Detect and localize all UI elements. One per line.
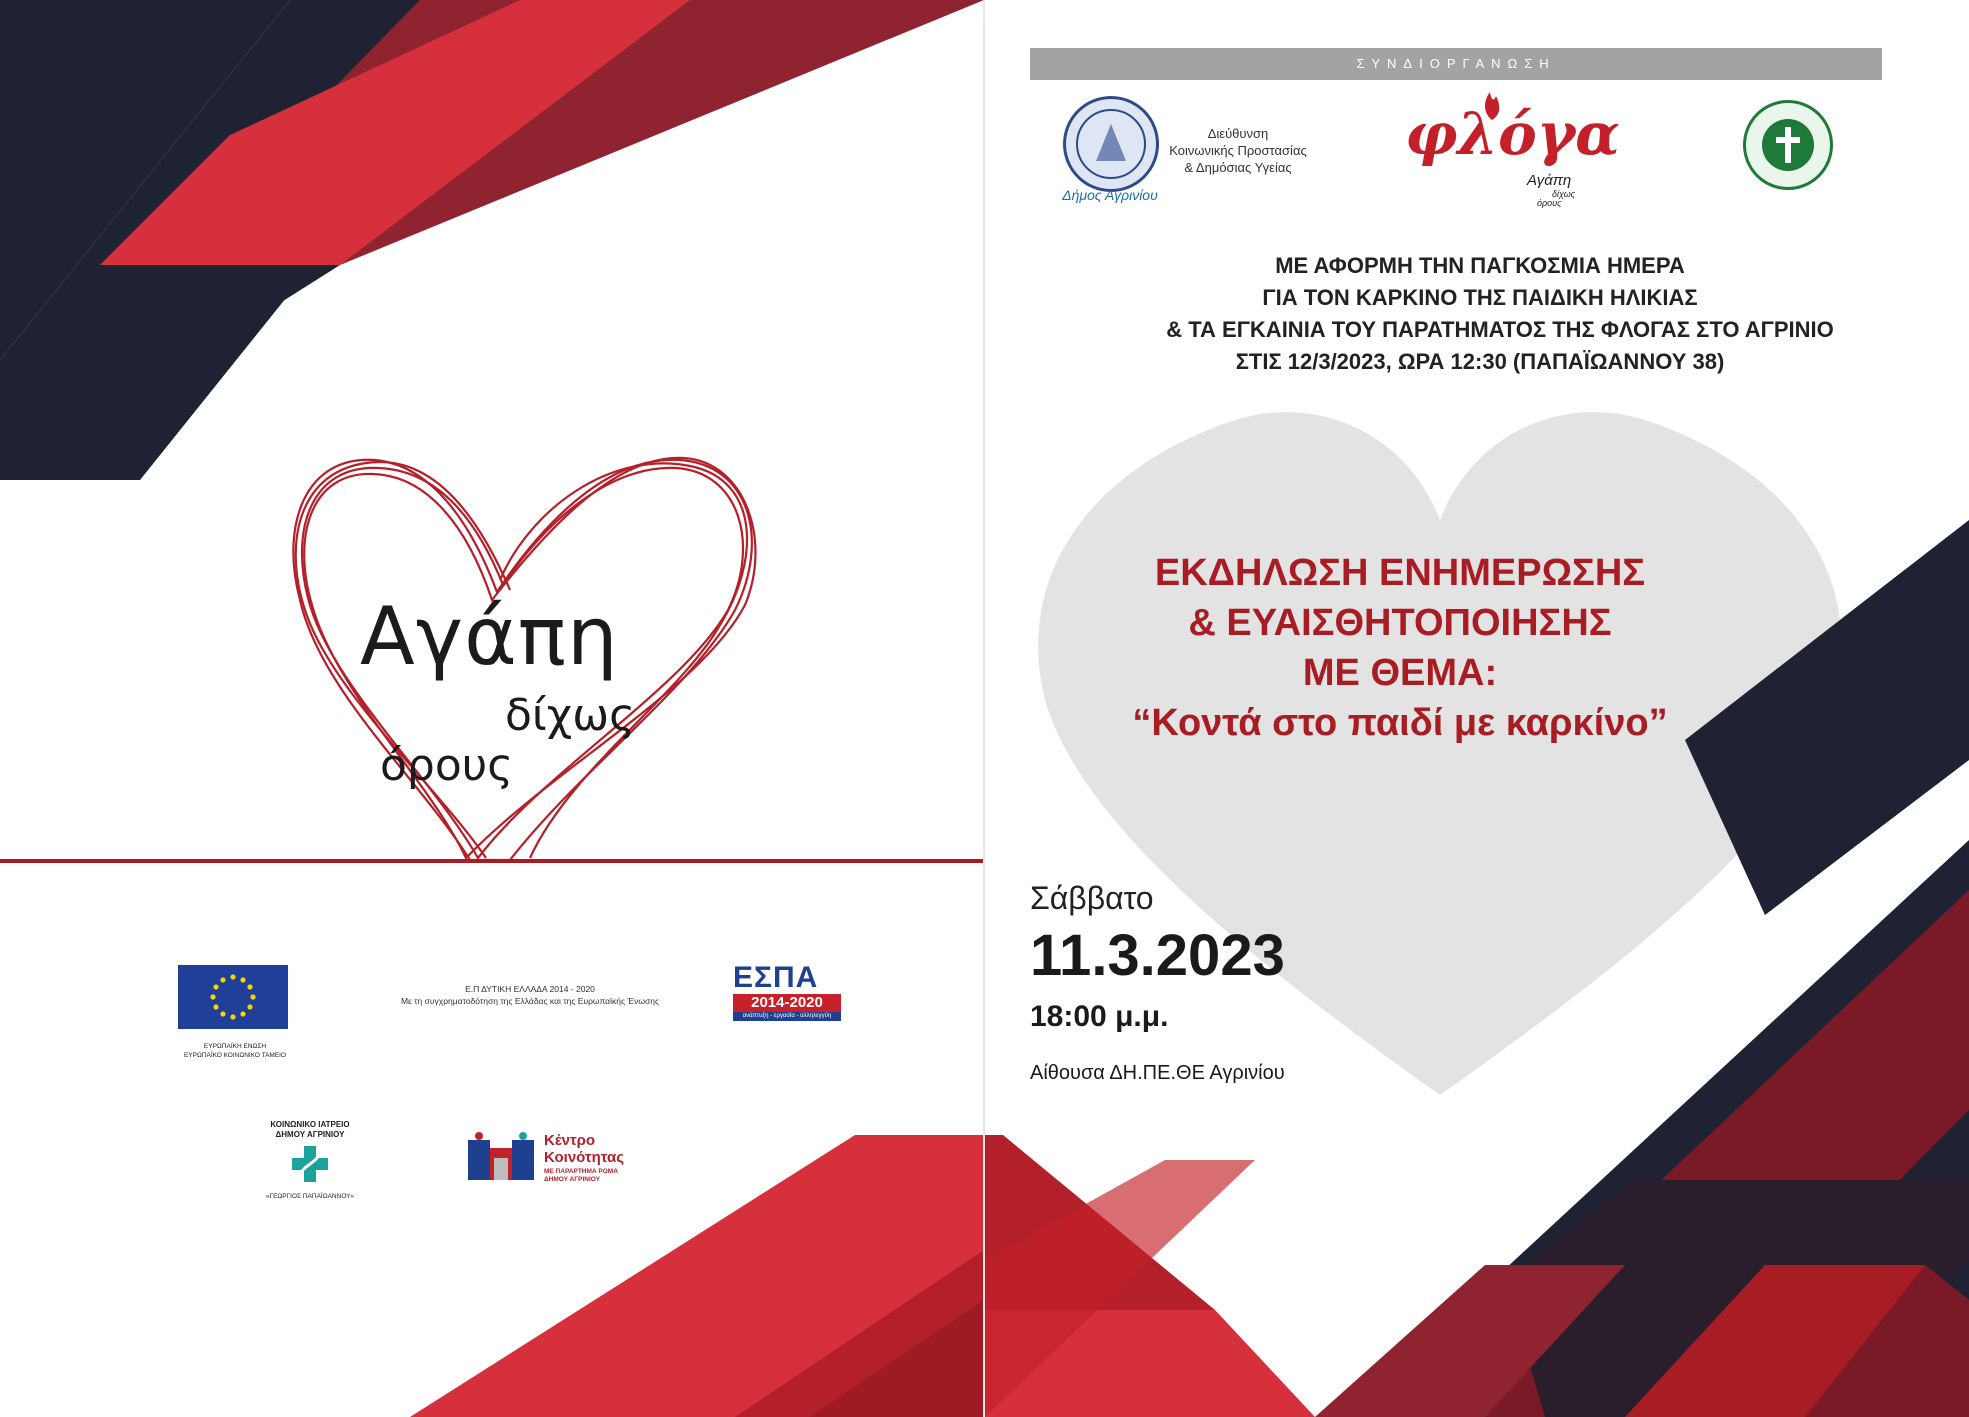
kentro-line2: Κοινότητας (544, 1149, 625, 1166)
intro-line4: ΣΤΙΣ 12/3/2023, ΩΡΑ 12:30 (ΠΑΠΑΪΩΑΝΝΟΥ 38) (1235, 349, 1725, 374)
intro-line1: ΜΕ ΑΦΟΡΜΗ ΤΗΝ ΠΑΓΚΟΣΜΙΑ ΗΜΕΡΑ (1275, 253, 1685, 278)
floga-sub3: όρους (1537, 198, 1562, 208)
program-line1: Ε.Π ΔΥΤΙΚΗ ΕΛΛΑΔΑ 2014 - 2020 (465, 984, 595, 994)
espa-years: 2014-2020 (733, 994, 841, 1012)
dimos-caption: Δήμος Αγρινίου (1062, 187, 1158, 203)
event-day: Σάββατο (1030, 880, 1154, 916)
floga-logo: φλόγα (1405, 100, 1620, 168)
floga-sub2: δίχως (1552, 189, 1576, 199)
heart-logo-line2: δίχως (505, 690, 635, 741)
eu-flag-icon (178, 965, 288, 1029)
kentro-sub2: ΔΗΜΟΥ ΑΓΡΙΝΙΟΥ (544, 1176, 601, 1183)
dieuthynsi-text (1153, 125, 1323, 176)
clinic-bottom: «ΓΕΩΡΓΙΟΣ ΠΑΠΑΪΩΑΝΝΟΥ» (265, 1193, 355, 1200)
eu-caption-line2: ΕΥΡΩΠΑΪΚΟ ΚΟΙΝΩΝΙΚΟ ΤΑΜΕΙΟ (183, 1052, 287, 1059)
event-date: 11.3.2023 (1030, 923, 1285, 988)
kentro-line1: Κέντρο (544, 1132, 596, 1149)
co-organization-bar: ΣΥΝΔΙΟΡΓΑΝΩΣΗ (1030, 48, 1882, 80)
medical-cross-icon (290, 1144, 330, 1184)
eu-caption (150, 1042, 320, 1060)
eu-caption-line1: ΕΥΡΩΠΑΪΚΗ ΕΝΩΣΗ (203, 1043, 267, 1050)
event-time: 18:00 μ.μ. (1030, 1000, 1169, 1033)
clinic-logo (250, 1120, 370, 1200)
kentro-sub (544, 1168, 684, 1184)
iatrikos-syllogos-seal-icon (1743, 100, 1833, 190)
intro-text (1065, 250, 1895, 378)
right-page (985, 0, 1969, 1417)
community-icon (468, 1132, 534, 1182)
event-line2: & ΕΥΑΙΣΘΗΤΟΠΟΙΗΣΗΣ (1188, 602, 1612, 644)
floga-sub1: Αγάπη (1527, 172, 1572, 189)
espa-logo (733, 962, 841, 1021)
heart-logo-title: Αγάπη (360, 590, 619, 683)
program-line2: Με τη συγχρηματοδότηση της Ελλάδας και της Ευρωπαϊκής Ένωσης (400, 996, 660, 1006)
clinic-line2: ΔΗΜΟΥ ΑΓΡΙΝΙΟΥ (275, 1130, 345, 1139)
event-line1: ΕΚΔΗΛΩΣΗ ΕΝΗΜΕΡΩΣΗΣ (1154, 552, 1646, 594)
event-title (1095, 548, 1705, 748)
event-place: Αίθουσα ΔΗ.ΠΕ.ΘΕ Αγρινίου (1030, 1062, 1285, 1084)
kentro-sub1: ΜΕ ΠΑΡΑΡΤΗΜΑ ΡΟΜΑ (544, 1168, 618, 1175)
program-text (360, 983, 700, 1007)
intro-line2: ΓΙΑ ΤΟΝ ΚΑΡΚΙΝΟ ΤΗΣ ΠΑΙΔΙΚΗ ΗΛΙΚΙΑΣ (1262, 285, 1698, 310)
dieuthynsi-line1: Διεύθυνση (1207, 126, 1269, 141)
kentro-title (544, 1132, 684, 1166)
event-line3: ΜΕ ΘΕΜΑ: (1302, 652, 1498, 694)
kentro-logo (468, 1132, 625, 1187)
clinic-line1: ΚΟΙΝΩΝΙΚΟ ΙΑΤΡΕΙΟ (270, 1120, 350, 1129)
caduceus-icon (1746, 103, 1830, 187)
intro-line3: & ΤΑ ΕΓΚΑΙΝΙΑ ΤΟΥ ΠΑΡΑΤΗΜΑΤΟΣ ΤΗΣ ΦΛΟΓΑΣ ΣΤΟ ΑΓΡΙΝΙΟ (1166, 317, 1834, 342)
left-background-shapes (0, 0, 984, 1417)
left-page (0, 0, 984, 1417)
event-line4: “Κοντά στο παιδί με καρκίνο” (1132, 702, 1668, 744)
seal-figure-icon (1066, 99, 1156, 189)
eu-stars-icon (178, 965, 288, 1029)
heart-logo-line3: όρους (380, 740, 514, 791)
dieuthynsi-line3: & Δημόσιας Υγείας (1184, 160, 1292, 175)
espa-tagline: ανάπτυξη - εργασία - αλληλεγγύη (733, 1012, 841, 1021)
red-divider (0, 859, 984, 863)
espa-title: ΕΣΠΑ (733, 961, 819, 994)
dieuthynsi-line2: Κοινωνικής Προστασίας (1169, 143, 1307, 158)
dimos-agriniou-seal-icon (1063, 96, 1159, 192)
